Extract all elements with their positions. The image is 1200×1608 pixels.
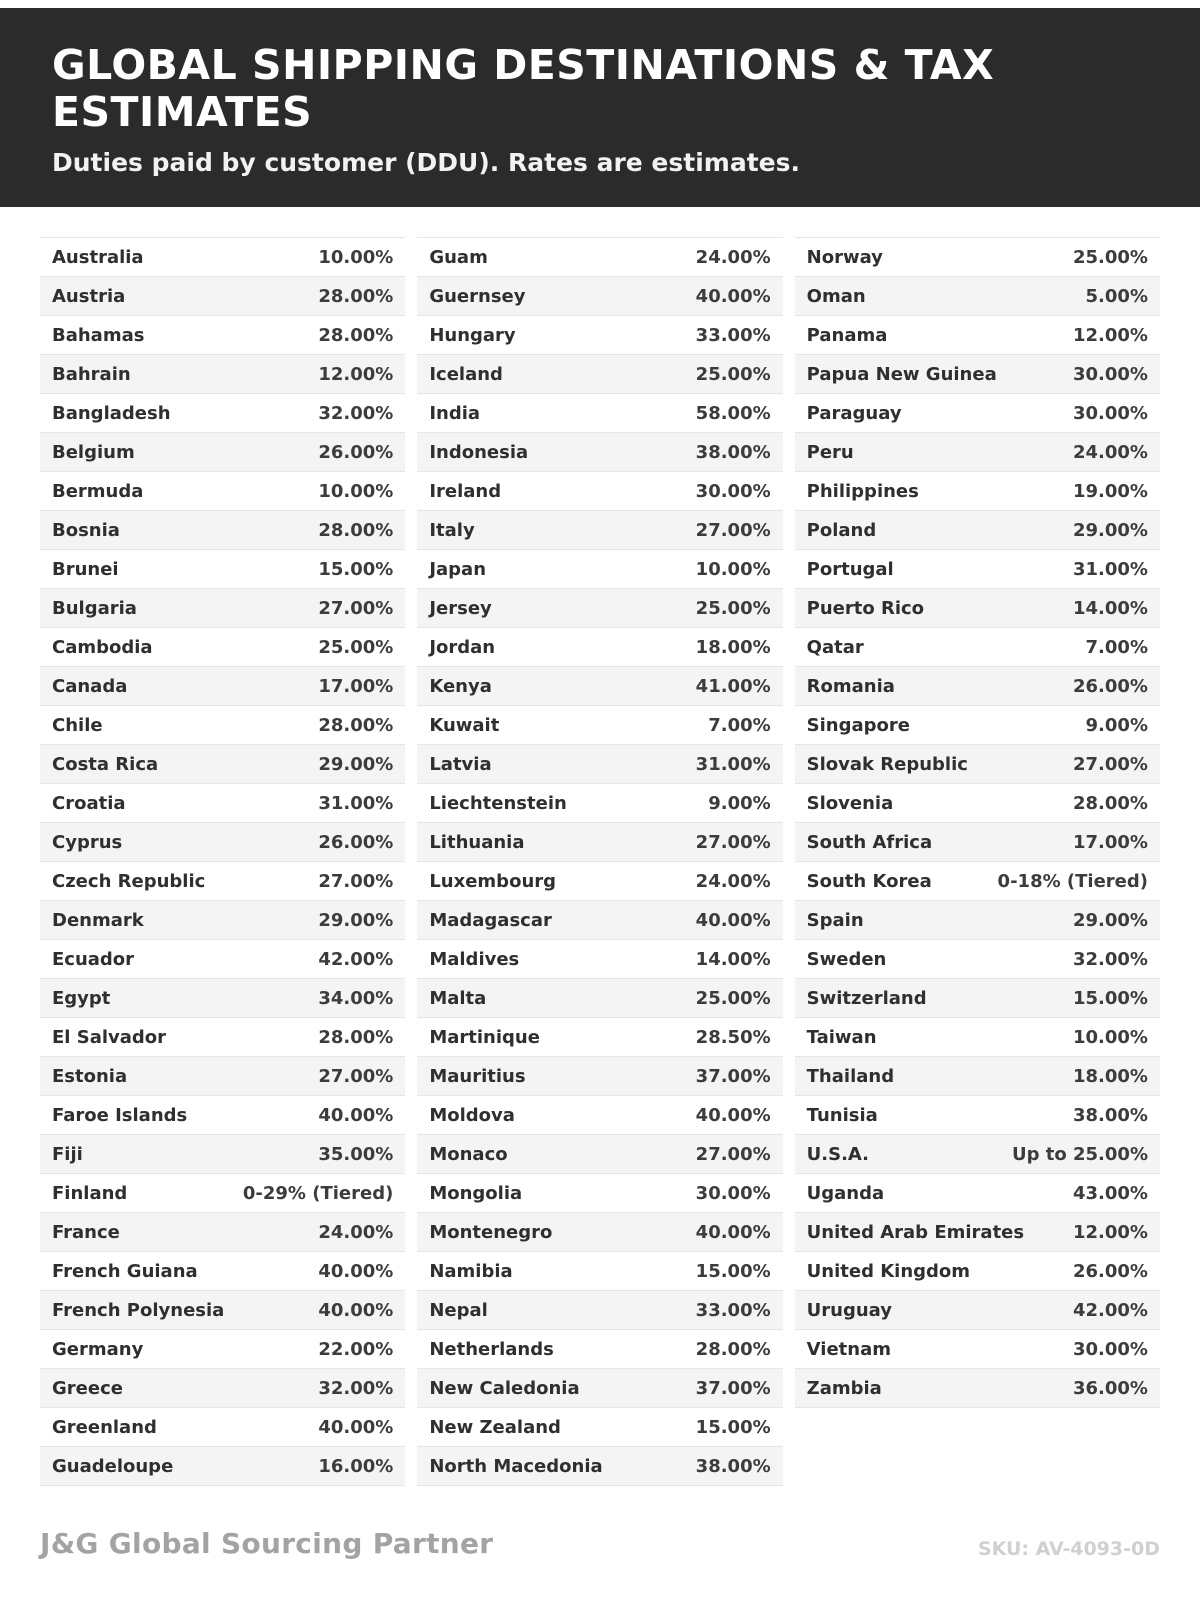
tax-rate: 18.00% — [1073, 1065, 1148, 1087]
country-name: Bosnia — [52, 519, 120, 541]
country-name: United Kingdom — [806, 1260, 971, 1282]
country-name: New Zealand — [429, 1416, 561, 1438]
country-name: Guam — [429, 246, 488, 268]
tax-rate: 0-29% (Tiered) — [242, 1182, 394, 1204]
tax-rate: 26.00% — [1073, 1260, 1148, 1282]
table-row — [40, 433, 405, 472]
table-row — [795, 1096, 1160, 1135]
table-row — [40, 745, 405, 784]
country-name: Panama — [806, 324, 888, 346]
country-name: Namibia — [429, 1260, 513, 1282]
country-name: Greece — [52, 1377, 123, 1399]
tax-rate: 40.00% — [695, 1104, 771, 1126]
table-row — [417, 550, 782, 589]
country-name: Vietnam — [806, 1338, 891, 1360]
table-row — [795, 433, 1160, 472]
country-name: Croatia — [52, 792, 126, 814]
country-name: Taiwan — [806, 1026, 877, 1048]
country-name: Maldives — [429, 948, 520, 970]
tax-rate: 28.00% — [695, 1338, 771, 1360]
table-row — [417, 862, 782, 901]
table-row — [417, 667, 782, 706]
table-row — [795, 1252, 1160, 1291]
country-name: Iceland — [429, 363, 503, 385]
table-row — [40, 238, 405, 277]
page-title: GLOBAL SHIPPING DESTINATIONS & TAX ESTIMATES — [52, 41, 995, 137]
country-name: Jordan — [429, 636, 496, 658]
tax-rate: 40.00% — [695, 909, 771, 931]
table-row — [40, 511, 405, 550]
country-name: Bulgaria — [52, 597, 137, 619]
table-row — [417, 823, 782, 862]
tax-rate: 30.00% — [1073, 402, 1148, 424]
tax-rate: 43.00% — [1073, 1182, 1148, 1204]
table-row — [417, 1213, 782, 1252]
country-name: Guernsey — [429, 285, 526, 307]
table-row — [40, 1057, 405, 1096]
country-name: Cyprus — [52, 831, 123, 853]
country-name: Hungary — [429, 324, 516, 346]
tax-rate: 18.00% — [695, 636, 771, 658]
tax-rate: 22.00% — [318, 1338, 394, 1360]
country-name: Finland — [52, 1182, 128, 1204]
country-name: Portugal — [806, 558, 894, 580]
tax-rate: 26.00% — [318, 831, 394, 853]
country-name: Kuwait — [429, 714, 500, 736]
country-name: Germany — [52, 1338, 144, 1360]
table-row — [417, 277, 782, 316]
country-name: Sweden — [806, 948, 887, 970]
tax-rate: 38.00% — [1073, 1104, 1148, 1126]
country-name: Denmark — [52, 909, 144, 931]
table-row — [40, 901, 405, 940]
table-row — [417, 784, 782, 823]
tax-rate: 29.00% — [318, 753, 394, 775]
sku-label: SKU: AV-4093-0D — [977, 1538, 1160, 1560]
tax-rate: 28.00% — [318, 285, 394, 307]
table-row — [417, 472, 782, 511]
tax-rate: 33.00% — [695, 324, 771, 346]
table-row — [417, 1408, 782, 1447]
tax-rate: 37.00% — [695, 1377, 771, 1399]
tax-rate: 10.00% — [1073, 1026, 1148, 1048]
country-name: Jersey — [429, 597, 492, 619]
tax-rate: 25.00% — [695, 987, 771, 1009]
country-name: Cambodia — [52, 636, 153, 658]
table-row — [795, 589, 1160, 628]
table-row — [795, 940, 1160, 979]
country-name: Liechtenstein — [429, 792, 567, 814]
tax-rate: 15.00% — [695, 1260, 771, 1282]
country-name: New Caledonia — [429, 1377, 580, 1399]
country-name: Poland — [806, 519, 877, 541]
table-row — [40, 1330, 405, 1369]
table-row — [417, 1369, 782, 1408]
country-name: North Macedonia — [429, 1455, 603, 1477]
country-name: Guadeloupe — [52, 1455, 174, 1477]
tax-rate: 31.00% — [1073, 558, 1148, 580]
table-row — [795, 316, 1160, 355]
table-row — [795, 1057, 1160, 1096]
table-row — [417, 355, 782, 394]
table-row — [40, 355, 405, 394]
tax-rate: 10.00% — [695, 558, 771, 580]
table-row — [40, 706, 405, 745]
table-row — [40, 628, 405, 667]
country-name: Norway — [806, 246, 883, 268]
table-row — [417, 706, 782, 745]
tax-rate: 40.00% — [318, 1416, 394, 1438]
tax-rate: 15.00% — [1073, 987, 1148, 1009]
table-row — [417, 628, 782, 667]
tax-rate: 9.00% — [708, 792, 771, 814]
country-name: Chile — [52, 714, 103, 736]
table-row — [795, 277, 1160, 316]
country-name: Canada — [52, 675, 128, 697]
tax-rate: 5.00% — [1085, 285, 1148, 307]
country-name: Madagascar — [429, 909, 552, 931]
tax-rate: 40.00% — [695, 285, 771, 307]
tax-rate: 31.00% — [318, 792, 394, 814]
tax-rate: 34.00% — [318, 987, 394, 1009]
tax-rate: 10.00% — [318, 480, 394, 502]
country-name: Ecuador — [52, 948, 135, 970]
tax-rate: 27.00% — [695, 519, 771, 541]
tax-rate: 28.00% — [1073, 792, 1148, 814]
country-name: Uganda — [806, 1182, 885, 1204]
page-subtitle: Duties paid by customer (DDU). Rates are estimates. — [52, 148, 800, 178]
tax-rate: 28.00% — [318, 714, 394, 736]
tax-rate: 38.00% — [695, 1455, 771, 1477]
table-row — [795, 823, 1160, 862]
tax-rate: 32.00% — [318, 1377, 394, 1399]
country-name: Mauritius — [429, 1065, 526, 1087]
tax-rate: 28.00% — [318, 1026, 394, 1048]
country-name: Uruguay — [806, 1299, 892, 1321]
country-name: Czech Republic — [52, 870, 206, 892]
tax-rate: 9.00% — [1085, 714, 1148, 736]
country-name: Papua New Guinea — [806, 363, 997, 385]
tax-rate: 41.00% — [695, 675, 771, 697]
table-row — [40, 1447, 405, 1486]
country-name: South Korea — [806, 870, 932, 892]
table-row — [40, 394, 405, 433]
table-row — [40, 979, 405, 1018]
table-row — [795, 745, 1160, 784]
tax-rate: 40.00% — [695, 1221, 771, 1243]
table-row — [40, 1213, 405, 1252]
table-row — [417, 940, 782, 979]
tax-rate: 27.00% — [318, 870, 394, 892]
tax-table — [40, 237, 1160, 1486]
table-column-3 — [795, 237, 1160, 1408]
country-name: Austria — [52, 285, 126, 307]
tax-rate: 31.00% — [695, 753, 771, 775]
table-row — [417, 1330, 782, 1369]
table-row — [795, 667, 1160, 706]
country-name: Australia — [52, 246, 144, 268]
tax-rate: 32.00% — [1073, 948, 1148, 970]
country-name: Puerto Rico — [806, 597, 925, 619]
tax-rate: 42.00% — [318, 948, 394, 970]
country-name: Singapore — [806, 714, 910, 736]
country-name: India — [429, 402, 481, 424]
country-name: Costa Rica — [52, 753, 159, 775]
table-row — [417, 433, 782, 472]
tax-rate: 12.00% — [1073, 324, 1148, 346]
page-footer — [40, 1527, 1160, 1560]
tax-rate: 24.00% — [695, 870, 771, 892]
table-row — [795, 1369, 1160, 1408]
tax-rate: 28.00% — [318, 519, 394, 541]
country-name: Qatar — [806, 636, 864, 658]
table-row — [40, 1135, 405, 1174]
country-name: Netherlands — [429, 1338, 554, 1360]
tax-rate: 25.00% — [318, 636, 394, 658]
table-row — [40, 1408, 405, 1447]
country-name: French Guiana — [52, 1260, 198, 1282]
table-row — [795, 1174, 1160, 1213]
country-name: Thailand — [806, 1065, 895, 1087]
country-name: Japan — [429, 558, 487, 580]
country-name: Oman — [806, 285, 866, 307]
tax-rate: 42.00% — [1073, 1299, 1148, 1321]
table-row — [40, 1252, 405, 1291]
tax-rate: 12.00% — [318, 363, 394, 385]
table-row — [417, 979, 782, 1018]
tax-rate: Up to 25.00% — [1012, 1143, 1148, 1165]
tax-rate: 24.00% — [695, 246, 771, 268]
country-name: Bahrain — [52, 363, 131, 385]
table-row — [417, 1447, 782, 1486]
country-name: Romania — [806, 675, 895, 697]
country-name: Spain — [806, 909, 864, 931]
country-name: Fiji — [52, 1143, 83, 1165]
table-row — [40, 823, 405, 862]
table-row — [40, 1096, 405, 1135]
tax-rate: 25.00% — [695, 597, 771, 619]
table-row — [795, 511, 1160, 550]
tax-rate: 28.50% — [695, 1026, 771, 1048]
country-name: Lithuania — [429, 831, 525, 853]
table-column-1 — [40, 237, 405, 1486]
table-row — [795, 862, 1160, 901]
table-row — [40, 667, 405, 706]
table-row — [417, 589, 782, 628]
country-name: French Polynesia — [52, 1299, 225, 1321]
table-row — [795, 784, 1160, 823]
tax-rate: 29.00% — [1073, 519, 1148, 541]
country-name: Bahamas — [52, 324, 145, 346]
table-row — [795, 550, 1160, 589]
tax-rate: 30.00% — [1073, 1338, 1148, 1360]
country-name: Paraguay — [806, 402, 902, 424]
tax-rate: 26.00% — [318, 441, 394, 463]
table-column-2 — [417, 237, 782, 1486]
table-row — [417, 1018, 782, 1057]
tax-rate: 30.00% — [695, 1182, 771, 1204]
tax-rate: 17.00% — [1073, 831, 1148, 853]
table-row — [417, 745, 782, 784]
tax-rate: 17.00% — [318, 675, 394, 697]
tax-rate: 27.00% — [695, 831, 771, 853]
tax-rate: 38.00% — [695, 441, 771, 463]
tax-rate: 37.00% — [695, 1065, 771, 1087]
tax-rate: 24.00% — [1073, 441, 1148, 463]
country-name: Tunisia — [806, 1104, 878, 1126]
table-row — [417, 1252, 782, 1291]
country-name: Mongolia — [429, 1182, 523, 1204]
table-row — [40, 550, 405, 589]
tax-rate: 16.00% — [318, 1455, 394, 1477]
country-name: Peru — [806, 441, 854, 463]
tax-rate: 27.00% — [318, 597, 394, 619]
country-name: Latvia — [429, 753, 492, 775]
country-name: Brunei — [52, 558, 119, 580]
tax-rate: 25.00% — [1073, 246, 1148, 268]
table-row — [795, 1291, 1160, 1330]
table-row — [795, 355, 1160, 394]
table-row — [40, 784, 405, 823]
tax-rate: 24.00% — [318, 1221, 394, 1243]
country-name: Montenegro — [429, 1221, 553, 1243]
country-name: Moldova — [429, 1104, 515, 1126]
tax-rate: 27.00% — [1073, 753, 1148, 775]
tax-rate: 35.00% — [318, 1143, 394, 1165]
country-name: Slovak Republic — [806, 753, 968, 775]
country-name: Italy — [429, 519, 475, 541]
tax-rate: 12.00% — [1073, 1221, 1148, 1243]
table-row — [417, 901, 782, 940]
country-name: Malta — [429, 987, 487, 1009]
table-row — [795, 1018, 1160, 1057]
table-row — [417, 1057, 782, 1096]
table-row — [40, 316, 405, 355]
tax-rate: 36.00% — [1073, 1377, 1148, 1399]
table-row — [795, 706, 1160, 745]
tax-rate: 58.00% — [695, 402, 771, 424]
tax-rate: 40.00% — [318, 1299, 394, 1321]
tax-rate: 30.00% — [695, 480, 771, 502]
tax-rate: 15.00% — [318, 558, 394, 580]
page-header — [0, 8, 1200, 207]
country-name: Switzerland — [806, 987, 927, 1009]
table-row — [417, 1096, 782, 1135]
tax-rate: 33.00% — [695, 1299, 771, 1321]
country-name: Martinique — [429, 1026, 540, 1048]
table-row — [795, 472, 1160, 511]
country-name: Faroe Islands — [52, 1104, 188, 1126]
table-row — [40, 1018, 405, 1057]
table-row — [795, 238, 1160, 277]
tax-rate: 28.00% — [318, 324, 394, 346]
tax-rate: 27.00% — [695, 1143, 771, 1165]
table-row — [795, 394, 1160, 433]
table-row — [40, 1291, 405, 1330]
table-row — [417, 1291, 782, 1330]
tax-rate: 15.00% — [695, 1416, 771, 1438]
tax-rate: 30.00% — [1073, 363, 1148, 385]
table-row — [417, 394, 782, 433]
country-name: France — [52, 1221, 120, 1243]
table-row — [417, 238, 782, 277]
table-row — [40, 472, 405, 511]
country-name: U.S.A. — [806, 1143, 870, 1165]
country-name: Ireland — [429, 480, 502, 502]
table-row — [417, 511, 782, 550]
country-name: Belgium — [52, 441, 135, 463]
country-name: Estonia — [52, 1065, 128, 1087]
country-name: Egypt — [52, 987, 111, 1009]
table-row — [795, 628, 1160, 667]
tax-rate: 29.00% — [1073, 909, 1148, 931]
table-row — [417, 316, 782, 355]
country-name: Nepal — [429, 1299, 488, 1321]
tax-rate: 26.00% — [1073, 675, 1148, 697]
country-name: Philippines — [806, 480, 919, 502]
table-row — [795, 901, 1160, 940]
country-name: Zambia — [806, 1377, 882, 1399]
country-name: Slovenia — [806, 792, 894, 814]
tax-rate: 40.00% — [318, 1104, 394, 1126]
tax-rate: 19.00% — [1073, 480, 1148, 502]
tax-rate: 29.00% — [318, 909, 394, 931]
country-name: Luxembourg — [429, 870, 557, 892]
country-name: South Africa — [806, 831, 933, 853]
table-row — [40, 277, 405, 316]
table-row — [40, 1174, 405, 1213]
tax-rate: 40.00% — [318, 1260, 394, 1282]
country-name: Bangladesh — [52, 402, 171, 424]
table-row — [795, 979, 1160, 1018]
tax-rate: 14.00% — [1073, 597, 1148, 619]
tax-rate: 32.00% — [318, 402, 394, 424]
table-row — [40, 862, 405, 901]
country-name: Indonesia — [429, 441, 529, 463]
brand-name: J&G Global Sourcing Partner — [40, 1527, 494, 1560]
country-name: Monaco — [429, 1143, 508, 1165]
country-name: Bermuda — [52, 480, 144, 502]
country-name: United Arab Emirates — [806, 1221, 1025, 1243]
tax-rate: 0-18% (Tiered) — [997, 870, 1148, 892]
table-row — [40, 1369, 405, 1408]
tax-rate: 25.00% — [695, 363, 771, 385]
table-row — [795, 1330, 1160, 1369]
country-name: Greenland — [52, 1416, 157, 1438]
tax-rate: 14.00% — [695, 948, 771, 970]
table-row — [417, 1135, 782, 1174]
table-row — [40, 940, 405, 979]
country-name: Kenya — [429, 675, 492, 697]
table-row — [417, 1174, 782, 1213]
country-name: El Salvador — [52, 1026, 167, 1048]
tax-rate: 7.00% — [708, 714, 771, 736]
table-row — [795, 1135, 1160, 1174]
tax-rate: 27.00% — [318, 1065, 394, 1087]
tax-rate: 7.00% — [1085, 636, 1148, 658]
table-row — [795, 1213, 1160, 1252]
table-row — [40, 589, 405, 628]
tax-rate: 10.00% — [318, 246, 394, 268]
